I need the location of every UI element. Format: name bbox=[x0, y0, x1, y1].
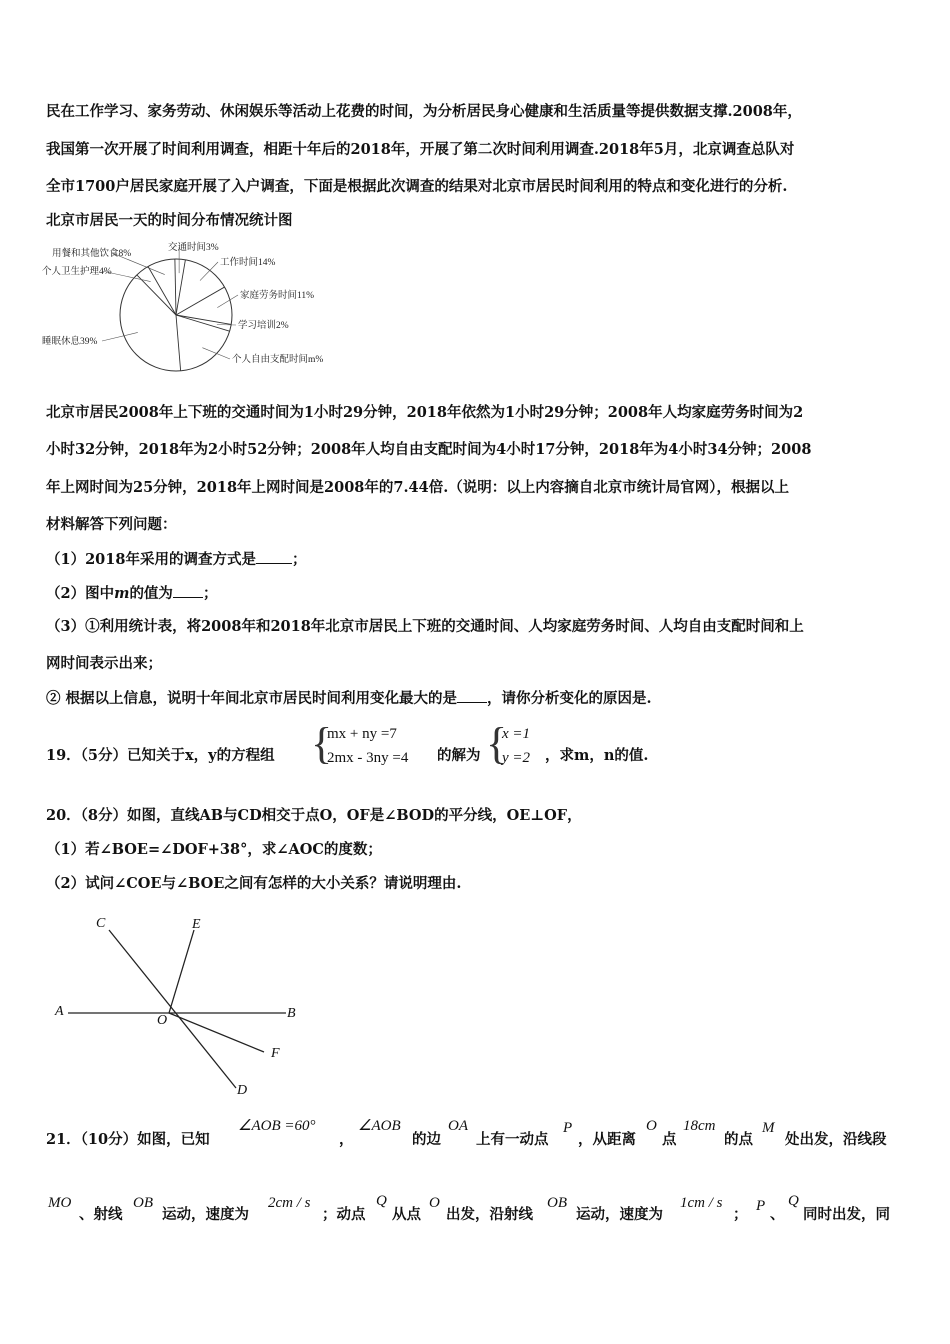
intro-line-2: 我国第一次开展了时间利用调查，相距十年后的2018年，开展了第二次时间利用调查.2018年5月，北京调查总队对 bbox=[46, 141, 795, 158]
pie-leader-line bbox=[102, 332, 138, 341]
pie-slice-label: 学习培训2% bbox=[238, 321, 289, 331]
q21-t8: 处出发，沿线段 bbox=[785, 1131, 887, 1148]
q21-r1: MO bbox=[48, 1195, 72, 1211]
pie-slice-divider bbox=[176, 315, 181, 371]
label-e: E bbox=[192, 917, 201, 932]
q19-system: mx + ny =7 2mx - 3ny =4 bbox=[327, 726, 409, 766]
q21-s3: ；动点 bbox=[322, 1206, 366, 1223]
q19-middle: 的解为 bbox=[437, 747, 481, 764]
q21-t4: 上有一动点 bbox=[476, 1131, 549, 1148]
pie-chart bbox=[40, 238, 370, 373]
label-b: B bbox=[287, 1006, 296, 1021]
q20-line-3: （2）试问∠COE与∠BOE之间有怎样的大小关系？请说明理由. bbox=[46, 875, 462, 892]
q21-s2: 运动，速度为 bbox=[162, 1206, 249, 1223]
label-a: A bbox=[55, 1004, 64, 1019]
q21-t5: ，从距离 bbox=[578, 1131, 636, 1148]
q21-t6: 点 bbox=[662, 1131, 677, 1148]
q21-s6: 运动，速度为 bbox=[576, 1206, 663, 1223]
label-d: D bbox=[237, 1083, 248, 1098]
q21-m2: ∠AOB bbox=[358, 1118, 401, 1134]
pie-slice-label: 睡眠休息39% bbox=[42, 337, 98, 347]
q21-m7: M bbox=[762, 1120, 775, 1136]
answer-blank bbox=[173, 583, 203, 598]
q21-s4: 从点 bbox=[392, 1206, 421, 1223]
pie-slice-divider bbox=[175, 259, 176, 315]
pie-slice-label: 交通时间3% bbox=[168, 243, 219, 253]
label-f: F bbox=[271, 1046, 280, 1061]
q21-m6: 18cm bbox=[683, 1118, 716, 1134]
q18-part3-line1: （3）①利用统计表，将2008年和2018年北京市居民上下班的交通时间、人均家庭劳务时间、人均自由支配时间和上 bbox=[46, 618, 804, 635]
passage-line-4: 材料解答下列问题： bbox=[46, 516, 177, 533]
q21-r2: OB bbox=[133, 1195, 153, 1211]
line-cd bbox=[109, 930, 236, 1088]
intro-line-1: 民在工作学习、家务劳动、休闲娱乐等活动上花费的时间，为分析居民身心健康和生活质量等提供数据支撑.2008年， bbox=[46, 103, 802, 120]
pie-slice-divider bbox=[176, 287, 225, 315]
q21-r4: Q bbox=[376, 1193, 387, 1209]
q19-prefix: 19．（5分）已知关于x，y的方程组 bbox=[46, 747, 275, 764]
ray-of bbox=[169, 1013, 264, 1052]
pie-slice-label: 个人自由支配时间m% bbox=[232, 355, 324, 365]
q21-s5: 出发，沿射线 bbox=[446, 1206, 533, 1223]
q21-m3: OA bbox=[448, 1118, 468, 1134]
q19-solution: x =1 y =2 bbox=[502, 726, 531, 766]
pie-slice-label: 家庭劳务时间11% bbox=[240, 291, 315, 301]
answer-blank bbox=[256, 549, 292, 564]
q21-t1: 21．（10分）如图，已知 bbox=[46, 1131, 210, 1148]
q21-m4: P bbox=[563, 1120, 573, 1136]
q21-s1: 、射线 bbox=[79, 1206, 123, 1223]
label-o: O bbox=[157, 1013, 168, 1028]
q18-part1: （1）2018年采用的调查方式是 ； bbox=[46, 551, 307, 568]
chart-title: 北京市居民一天的时间分布情况统计图 bbox=[46, 212, 293, 229]
pie-slice-label: 工作时间14% bbox=[220, 258, 276, 268]
q21-r6: OB bbox=[547, 1195, 567, 1211]
q20-line-1: 20．（8分）如图，直线AB与CD相交于点O，OF是∠BOD的平分线，OE⊥OF， bbox=[46, 807, 582, 824]
q21-t2: ， bbox=[339, 1131, 354, 1148]
q21-m5: O bbox=[646, 1118, 657, 1134]
left-brace-2: { bbox=[486, 719, 508, 768]
ray-oe bbox=[169, 930, 194, 1013]
q21-t3: 的边 bbox=[412, 1131, 441, 1148]
passage-line-3: 年上网时间为25分钟，2018年上网时间是2008年的7.44倍.（说明：以上内容摘自北京市统计局官网），根据以上 bbox=[46, 479, 790, 496]
answer-blank bbox=[457, 688, 487, 703]
q21-s9: 同时出发，同 bbox=[803, 1206, 890, 1223]
pie-slice-divider bbox=[176, 260, 185, 315]
label-c: C bbox=[96, 916, 106, 931]
passage-line-1: 北京市居民2008年上下班的交通时间为1小时29分钟，2018年依然为1小时29分钟；2008年人均家庭劳务时间为2 bbox=[46, 404, 804, 421]
left-brace-1: { bbox=[311, 719, 333, 768]
pie-slice-label: 个人卫生护理4% bbox=[42, 267, 112, 277]
q21-m1: ∠AOB =60° bbox=[238, 1118, 316, 1134]
q18-part2: （2）图中m的值为 ； bbox=[46, 585, 218, 602]
passage-line-2: 小时32分钟，2018年为2小时52分钟；2008年人均自由支配时间为4小时17分钟，2018年为4小时34分钟；2008 bbox=[46, 441, 812, 458]
q21-s8: 、 bbox=[770, 1206, 785, 1223]
q18-part3-line2: 网时间表示出来； bbox=[46, 655, 162, 672]
q21-r9: Q bbox=[788, 1193, 799, 1209]
pie-slice-label: 用餐和其他饮食8% bbox=[52, 249, 132, 259]
pie-leader-line bbox=[202, 348, 230, 359]
pie-leader-line bbox=[217, 295, 238, 308]
q21-r7: 1cm / s bbox=[680, 1195, 723, 1211]
q21-t7: 的点 bbox=[724, 1131, 753, 1148]
q18-part3-line3: ② 根据以上信息，说明十年间北京市居民时间利用变化最大的是 ，请你分析变化的原因是. bbox=[46, 690, 652, 707]
q21-s7: ； bbox=[733, 1206, 748, 1223]
q20-line-2: （1）若∠BOE=∠DOF+38°，求∠AOC的度数； bbox=[46, 841, 382, 858]
q21-r3: 2cm / s bbox=[268, 1195, 311, 1211]
geometry-figure bbox=[46, 912, 346, 1102]
q21-r5: O bbox=[429, 1195, 440, 1211]
intro-line-3: 全市1700户居民家庭开展了入户调查，下面是根据此次调查的结果对北京市居民时间利用的特点和变化进行的分析. bbox=[46, 178, 788, 195]
q21-r8: P bbox=[756, 1198, 766, 1214]
q19-suffix: ，求m，n的值. bbox=[545, 747, 649, 764]
pie-leader-line bbox=[200, 262, 218, 281]
